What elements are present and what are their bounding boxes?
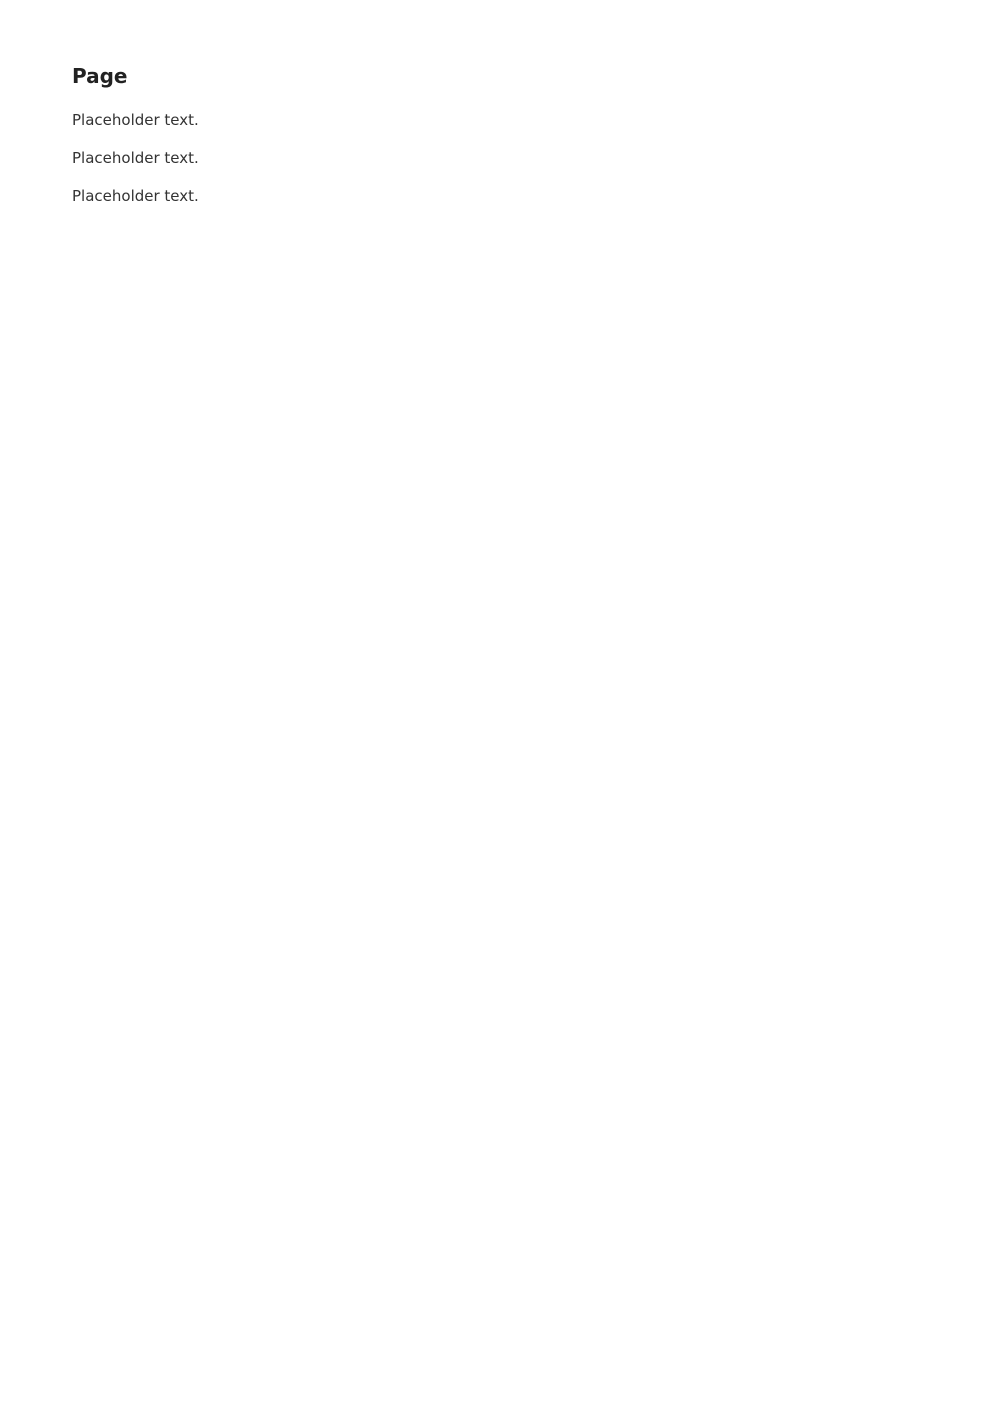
doc-paragraph: Placeholder text. bbox=[72, 187, 199, 205]
doc-paragraph: Placeholder text. bbox=[72, 149, 199, 167]
doc-title: Page bbox=[72, 64, 128, 88]
doc-paragraph: Placeholder text. bbox=[72, 111, 199, 129]
